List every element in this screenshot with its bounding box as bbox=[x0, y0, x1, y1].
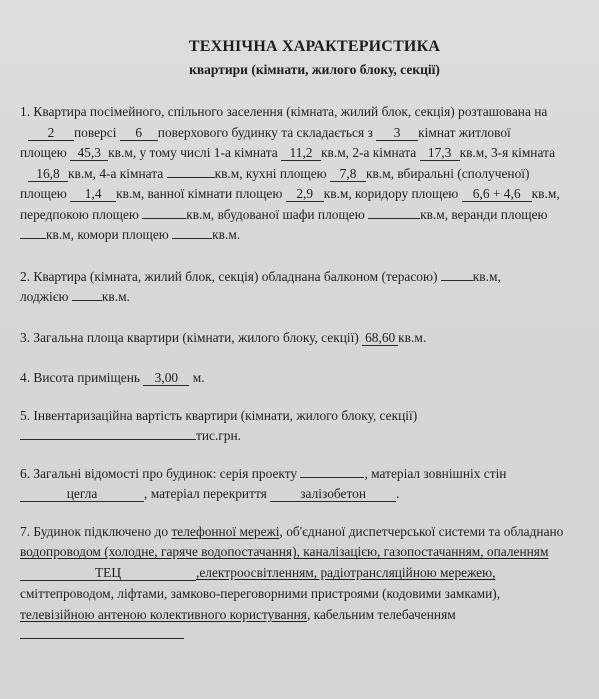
ceiling-height-field: 3,00 bbox=[143, 370, 189, 386]
pantry-area-field bbox=[172, 238, 212, 239]
section-6-text: , матеріал зовнішніх стін bbox=[364, 465, 507, 481]
section-7-text: сміттепроводом, ліфтами, замково-переговорними пристроями (кодовими замками), bbox=[20, 585, 501, 601]
floors-total-field: 6 bbox=[120, 125, 158, 141]
section-1-paragraph bbox=[20, 102, 591, 246]
section-7-paragraph bbox=[20, 522, 591, 647]
document-title: ТЕХНІЧНА ХАРАКТЕРИСТИКА bbox=[188, 38, 441, 55]
room-3-area-field: 16,8 bbox=[28, 166, 68, 182]
section-1-text: кв.м, 2-а кімната bbox=[321, 145, 417, 160]
rooms-count-field: 3 bbox=[376, 125, 418, 141]
section-4-text: 4. Висота приміщень bbox=[20, 370, 141, 385]
project-series-field bbox=[300, 477, 364, 478]
section-1-text: кв.м, комори площею bbox=[46, 227, 169, 242]
wall-material-field: цегла bbox=[20, 486, 144, 502]
section-1-text: кімнат житлової bbox=[418, 124, 511, 140]
section-2-text: 2. Квартира (кімната, жилий блок, секція) обладнана балконом (терасою) bbox=[20, 268, 438, 284]
heating-source-field: ТЕЦ bbox=[20, 565, 196, 581]
section-3-paragraph bbox=[20, 328, 591, 349]
section-2-text: кв.м, bbox=[472, 268, 501, 284]
section-1-text: кв.м, ванної кімнати площею bbox=[116, 186, 283, 201]
section-7-text: 7. Будинок підключено до bbox=[20, 523, 169, 539]
section-1-text: передпокою площею bbox=[20, 206, 139, 222]
section-1-text: кв.м, коридору площею bbox=[323, 186, 459, 201]
section-4-text: м. bbox=[192, 370, 205, 385]
section-1-text: поверхового будинку та складається з bbox=[157, 124, 373, 140]
section-2-text: кв.м. bbox=[101, 289, 130, 304]
section-5-text: тис.грн. bbox=[196, 428, 242, 443]
section-1-text: кв.м, вбудованої шафи площею bbox=[186, 206, 365, 222]
section-7-underlined-text: ,електроосвітленням, радіотрансляційною мережею, bbox=[196, 565, 496, 581]
corridor-area-field: 6,6 + 4,6 bbox=[462, 186, 532, 202]
section-1-text: кв.м, 4-а кімната bbox=[68, 165, 164, 181]
section-3-text: 3. Загальна площа квартири (кімнати, жилого блоку, секції) bbox=[20, 329, 359, 345]
toilet-area-field: 1,4 bbox=[70, 186, 116, 202]
inventory-value-field bbox=[20, 439, 196, 440]
section-1-text: площею bbox=[20, 186, 67, 201]
section-5-text: 5. Інвентаризаційна вартість квартири (кімнати, жилого блоку, секції) bbox=[20, 407, 418, 423]
room-4-area-field bbox=[167, 177, 215, 178]
room-2-area-field: 17,3 bbox=[420, 145, 460, 161]
section-2-paragraph bbox=[20, 267, 591, 308]
section-1-text: кв.м, 3-я кімната bbox=[459, 145, 556, 160]
section-1-text: 1. Квартира посімейного, спільного заселення (кімната, жилий блок, секція) розташована на bbox=[20, 104, 548, 119]
total-area-field: 68,60 bbox=[362, 330, 398, 346]
section-1-text: кв.м, веранди площею bbox=[420, 206, 548, 222]
section-6-paragraph bbox=[20, 464, 591, 505]
section-3-text: кв.м. bbox=[398, 329, 427, 345]
section-7-text: , об'єднаної диспетчерської системи та обладнано bbox=[279, 523, 564, 539]
section-1-text: кв.м, вбиральні (сполученої) bbox=[366, 165, 530, 181]
section-7-text: , кабельним телебаченням bbox=[306, 606, 456, 622]
section-7-underlined-text: водопроводом (холодне, гаряче водопостачання), каналізацією, газопостачанням, опаленням bbox=[20, 544, 549, 560]
section-1-text: поверсі bbox=[74, 124, 117, 140]
floor-field: 2 bbox=[28, 125, 74, 141]
section-1-text: площею bbox=[20, 145, 67, 160]
section-1-text: кв.м, кухні площею bbox=[214, 165, 327, 181]
section-1-text: кв.м, bbox=[531, 186, 560, 201]
section-6-text: . bbox=[396, 486, 400, 501]
document-subtitle: квартири (кімнати, жилого блоку, секції) bbox=[189, 62, 440, 77]
closet-area-field bbox=[368, 218, 420, 219]
room-1-area-field: 11,2 bbox=[281, 145, 321, 161]
section-6-text: , матеріал перекриття bbox=[144, 486, 267, 501]
bathroom-area-field: 2,9 bbox=[286, 186, 324, 202]
section-5-paragraph bbox=[20, 406, 591, 447]
cable-tv-field bbox=[20, 638, 184, 639]
section-7-underlined-text: телевізійною антеною колективного користування bbox=[20, 606, 307, 622]
section-6-text: 6. Загальні відомості про будинок: серія проекту bbox=[20, 465, 298, 481]
section-1-text: кв.м. bbox=[212, 227, 241, 242]
veranda-area-field bbox=[20, 238, 46, 239]
section-7-underlined-text: телефонної мережі bbox=[171, 523, 280, 539]
section-4-paragraph bbox=[20, 368, 591, 389]
loggia-area-field bbox=[72, 300, 102, 301]
floor-material-field: залізобетон bbox=[270, 486, 396, 502]
section-1-text: кв.м, у тому числі 1-а кімната bbox=[108, 145, 278, 160]
section-2-text: лоджією bbox=[20, 289, 69, 304]
hallway-area-field bbox=[142, 218, 186, 219]
kitchen-area-field: 7,8 bbox=[330, 166, 366, 182]
balcony-area-field bbox=[441, 280, 473, 281]
living-area-field: 45,3 bbox=[70, 145, 108, 161]
